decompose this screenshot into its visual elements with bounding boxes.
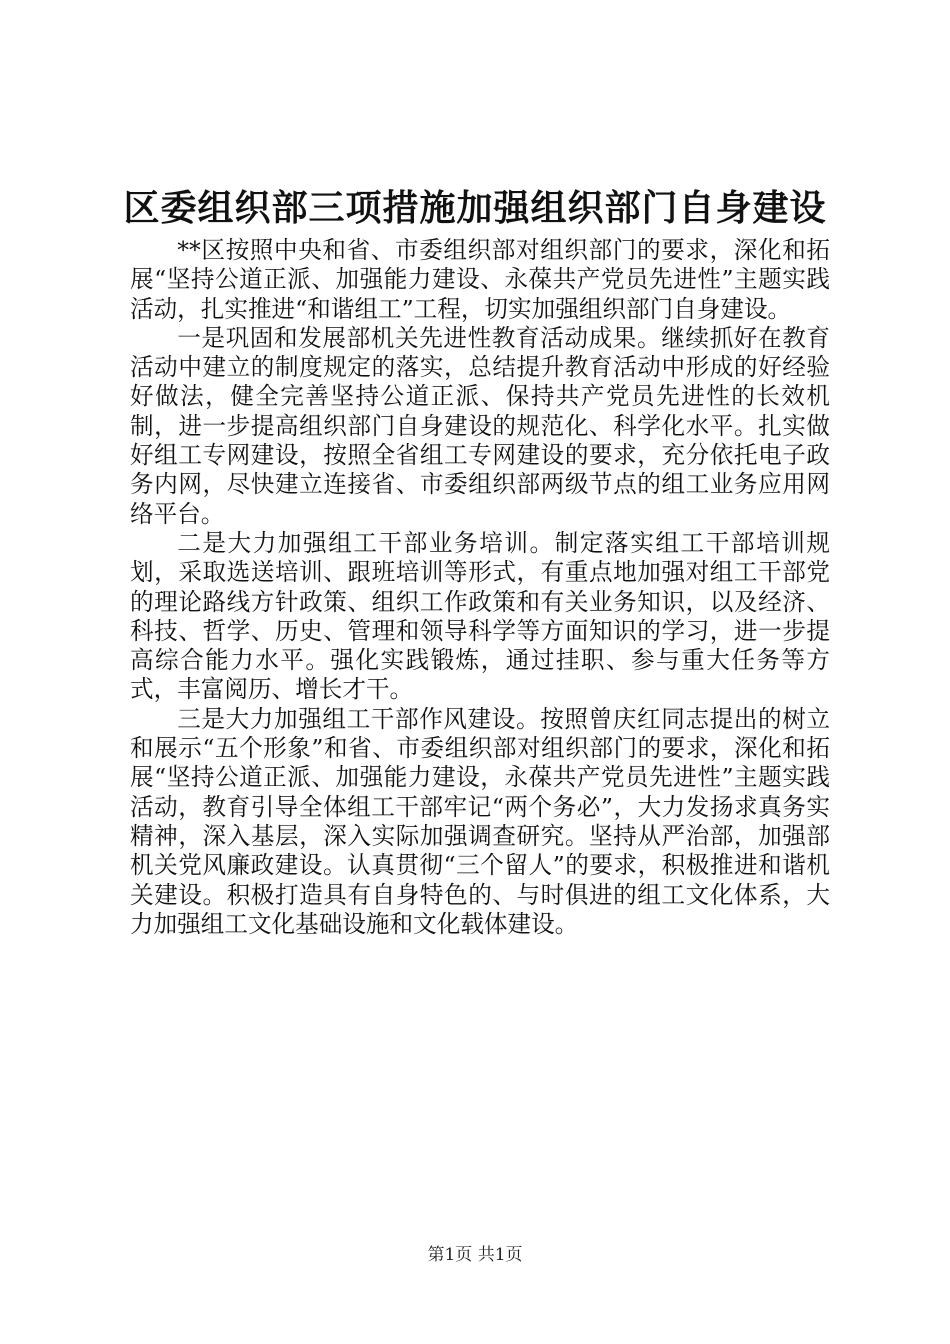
page-number-footer: 第1页 共1页 bbox=[427, 1245, 523, 1265]
paragraph-intro: **区按照中央和省、市委组织部对组织部门的要求，深化和拓展“坚持公道正派、加强能力建设、永葆共产党员先进性”主题实践活动，扎实推进“和谐组工”工程，切实加强组织部门自身建设。 bbox=[130, 236, 830, 323]
paragraph-measure-3: 三是大力加强组工干部作风建设。按照曾庆红同志提出的树立和展示“五个形象”和省、市委组织部对组织部门的要求，深化和拓展“坚持公道正派、加强能力建设，永葆共产党员先进性”主题实践活动，教育引导全体组工干部牢记“两个务必”，大力发扬求真务实精神，深入基层，深入实际加强调查研究。坚持从严治部，加强部机关党风廉政建设。认真贯彻“三个留人”的要求，积极推进和谐机关建设。积极打造具有自身特色的、与时俱进的组工文化体系，大力加强组工文化基础设施和文化载体建设。 bbox=[130, 704, 830, 938]
paragraph-measure-2: 二是大力加强组工干部业务培训。制定落实组工干部培训规划，采取选送培训、跟班培训等形式，有重点地加强对组工干部党的理论路线方针政策、组织工作政策和有关业务知识，以及经济、科技、哲学、历史、管理和领导科学等方面知识的学习，进一步提高综合能力水平。强化实践锻炼，通过挂职、参与重大任务等方式，丰富阅历、增长才干。 bbox=[130, 528, 830, 704]
document-body bbox=[130, 236, 830, 939]
paragraph-measure-1: 一是巩固和发展部机关先进性教育活动成果。继续抓好在教育活动中建立的制度规定的落实，总结提升教育活动中形成的好经验好做法，健全完善坚持公道正派、保持共产党员先进性的长效机制，进一步提高组织部门自身建设的规范化、科学化水平。扎实做好组工专网建设，按照全省组工专网建设的要求，充分依托电子政务内网，尽快建立连接省、市委组织部两级节点的组工业务应用网络平台。 bbox=[130, 323, 830, 528]
document-title: 区委组织部三项措施加强组织部门自身建设 bbox=[123, 187, 827, 229]
